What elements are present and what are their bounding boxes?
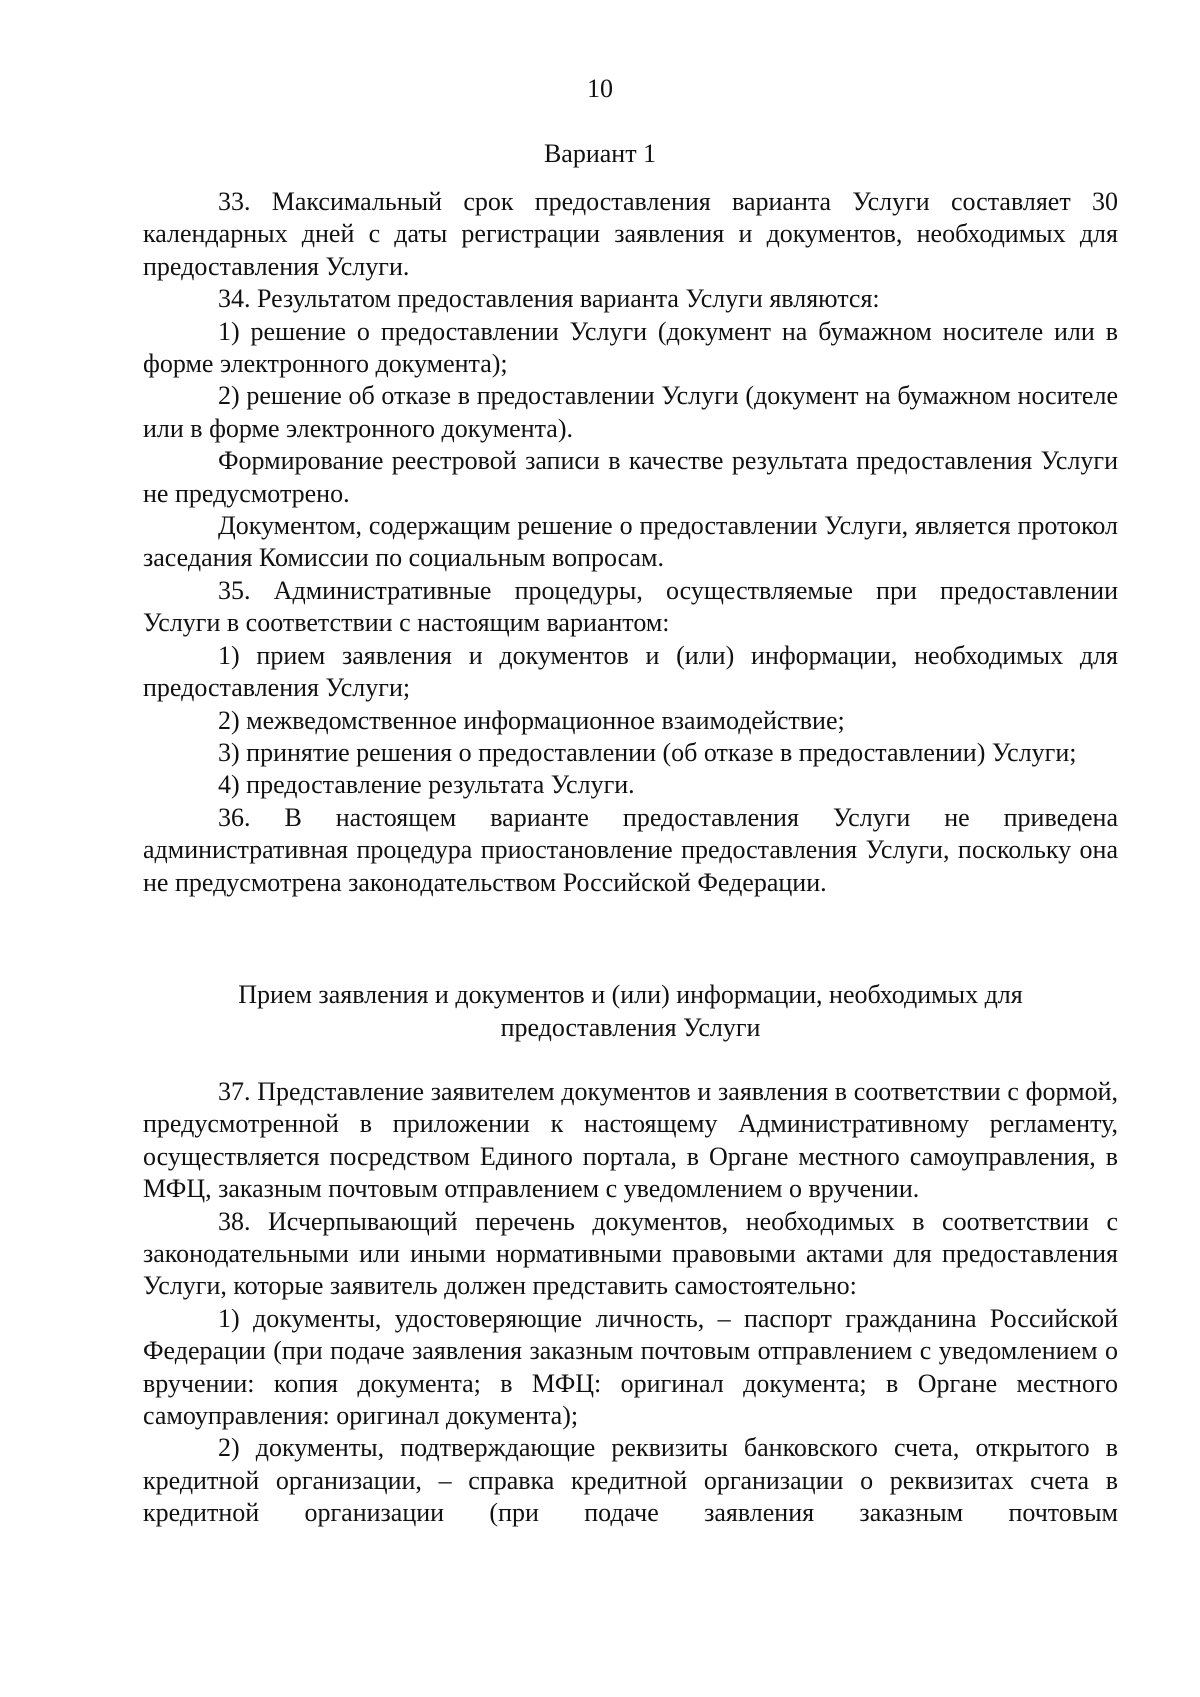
section-heading (143, 978, 1118, 1044)
paragraph: 36. В настоящем варианте предоставления Услуги не приведена административная процедура приостановление предоставления Услуги, поскольку она не предусмотрена законодательством Российской Федерации. (143, 802, 1118, 897)
paragraph: 35. Административные процедуры, осуществляемые при предоставлении Услуги в соответствии с настоящим вариантом: (143, 575, 1118, 638)
paragraph: 34. Результатом предоставления варианта Услуги являются: (218, 284, 880, 314)
paragraph: 1) документы, удостоверяющие личность, – паспорт гражданина Российской Федерации (при подаче заявления заказным почтовым отправлением с уведомлением о вручении: копия документа; в МФЦ: оригинал документа; в Органе местного самоуправления: оригинал документа); (143, 1303, 1118, 1431)
variant-heading: Вариант 1 (543, 139, 657, 168)
paragraph: 2) решение об отказе в предоставлении Услуги (документ на бумажном носителе или в форме электронного документа). (143, 381, 1118, 443)
paragraph: 1) прием заявления и документов и (или) информации, необходимых для предоставления Услуги; (143, 640, 1118, 703)
paragraph: 2) документы, подтверждающие реквизиты банковского счета, открытого в кредитной организации, – справка кредитной организации о реквизитах счета в кредитной организации (при подаче заявления заказным почтовым (143, 1433, 1118, 1528)
section-heading-line: предоставления Услуги (500, 1013, 761, 1042)
paragraph: 1) решение о предоставлении Услуги (документ на бумажном носителе или в форме электронного документа); (143, 316, 1118, 379)
paragraph: 2) межведомственное информационное взаимодействие; (218, 705, 845, 735)
paragraph: Формирование реестровой записи в качестве результата предоставления Услуги не предусмотрено. (143, 446, 1118, 508)
section-heading-line: Прием заявления и документов и (или) информации, необходимых для (238, 980, 1023, 1009)
paragraph-block-2 (143, 1076, 1118, 1530)
paragraph: 33. Максимальный срок предоставления варианта Услуги составляет 30 календарных дней с даты регистрации заявления и документов, необходимых для предоставления Услуги. (143, 187, 1118, 281)
paragraph: 4) предоставление результата Услуги. (218, 770, 635, 800)
paragraph: Документом, содержащим решение о предоставлении Услуги, является протокол заседания Комиссии по социальным вопросам. (143, 511, 1118, 573)
page-number: 10 (587, 74, 613, 103)
paragraph: 38. Исчерпывающий перечень документов, необходимых в соответствии с законодательными или иными нормативными правовыми актами для предоставления Услуги, которые заявитель должен представить самостоятельно: (143, 1206, 1118, 1301)
paragraph-block-1 (143, 186, 1118, 899)
paragraph: 37. Представление заявителем документов и заявления в соответствии с формой, предусмотренной в приложении к настоящему Административному регламенту, осуществляется посредством Единого портала, в Органе местного самоуправления, в МФЦ, заказным почтовым отправлением с уведомлением о вручении. (143, 1077, 1118, 1204)
paragraph: 3) принятие решения о предоставлении (об отказе в предоставлении) Услуги; (218, 737, 1077, 767)
